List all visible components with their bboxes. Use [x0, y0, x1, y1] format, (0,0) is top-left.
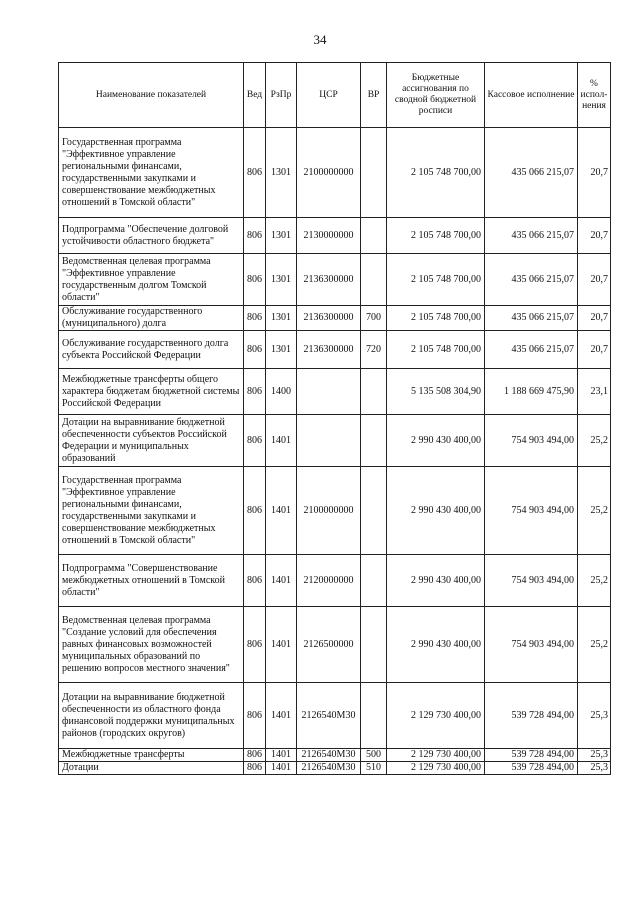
row-rzpr: 1301	[266, 331, 297, 369]
header-percent: % испол-нения	[578, 63, 611, 128]
row-budget: 2 105 748 700,00	[387, 331, 485, 369]
row-budget: 5 135 508 304,90	[387, 369, 485, 415]
table-row	[59, 749, 611, 762]
row-percent: 20,7	[578, 254, 611, 306]
row-vr: 700	[361, 306, 387, 331]
row-ved: 806	[244, 331, 266, 369]
row-cash: 539 728 494,00	[485, 762, 578, 775]
header-name: Наименование показателей	[59, 63, 244, 128]
row-name: Ведомственная целевая программа "Создание условий для обеспечения равных финансовых возможностей муниципальных образований по решению вопросов местного значения"	[59, 607, 244, 683]
row-budget: 2 105 748 700,00	[387, 254, 485, 306]
header-cash: Кассовое исполнение	[485, 63, 578, 128]
row-percent: 20,7	[578, 306, 611, 331]
budget-execution-table	[58, 62, 611, 775]
row-name: Подпрограмма "Обеспечение долговой устойчивости областного бюджета"	[59, 218, 244, 254]
row-rzpr: 1401	[266, 467, 297, 555]
row-cash: 435 066 215,07	[485, 331, 578, 369]
row-vr	[361, 254, 387, 306]
row-budget: 2 990 430 400,00	[387, 555, 485, 607]
row-rzpr: 1401	[266, 762, 297, 775]
row-name: Государственная программа "Эффективное управление региональными финансами, государственными закупками и совершенствование межбюджетных отношений в Томской области"	[59, 467, 244, 555]
table-row	[59, 306, 611, 331]
row-csr: 2126500000	[297, 607, 361, 683]
row-ved: 806	[244, 254, 266, 306]
table-row	[59, 607, 611, 683]
row-cash: 1 188 669 475,90	[485, 369, 578, 415]
row-cash: 435 066 215,07	[485, 306, 578, 331]
row-csr	[297, 369, 361, 415]
row-budget: 2 129 730 400,00	[387, 762, 485, 775]
row-ved: 806	[244, 415, 266, 467]
table-row	[59, 218, 611, 254]
row-name: Государственная программа "Эффективное управление региональными финансами, государственными закупками и совершенствование межбюджетных отношений в Томской области"	[59, 128, 244, 218]
header-ved: Вед	[244, 63, 266, 128]
row-rzpr: 1301	[266, 128, 297, 218]
header-rzpr: РзПр	[266, 63, 297, 128]
table-row	[59, 467, 611, 555]
row-csr: 2126540М30	[297, 749, 361, 762]
row-cash: 435 066 215,07	[485, 254, 578, 306]
row-csr: 2136300000	[297, 254, 361, 306]
table-header-row	[59, 63, 611, 128]
header-vr: ВР	[361, 63, 387, 128]
row-budget: 2 105 748 700,00	[387, 128, 485, 218]
row-ved: 806	[244, 607, 266, 683]
row-budget: 2 990 430 400,00	[387, 415, 485, 467]
row-rzpr: 1401	[266, 749, 297, 762]
table-row	[59, 331, 611, 369]
row-percent: 25,3	[578, 762, 611, 775]
page-number: 34	[313, 32, 327, 47]
row-csr: 2100000000	[297, 467, 361, 555]
row-csr: 2100000000	[297, 128, 361, 218]
row-csr: 2136300000	[297, 331, 361, 369]
row-csr: 2136300000	[297, 306, 361, 331]
row-rzpr: 1301	[266, 306, 297, 331]
row-percent: 20,7	[578, 128, 611, 218]
row-vr: 510	[361, 762, 387, 775]
row-name: Обслуживание государственного долга субъекта Российской Федерации	[59, 331, 244, 369]
row-ved: 806	[244, 218, 266, 254]
row-vr	[361, 467, 387, 555]
row-rzpr: 1301	[266, 254, 297, 306]
row-rzpr: 1401	[266, 683, 297, 749]
row-rzpr: 1400	[266, 369, 297, 415]
row-budget: 2 129 730 400,00	[387, 683, 485, 749]
row-vr	[361, 128, 387, 218]
row-csr: 2126540М30	[297, 762, 361, 775]
table-row	[59, 555, 611, 607]
row-name: Межбюджетные трансферты	[59, 749, 244, 762]
row-rzpr: 1401	[266, 415, 297, 467]
row-vr	[361, 218, 387, 254]
row-ved: 806	[244, 467, 266, 555]
row-vr	[361, 555, 387, 607]
row-ved: 806	[244, 555, 266, 607]
row-ved: 806	[244, 762, 266, 775]
row-csr	[297, 415, 361, 467]
table-row	[59, 762, 611, 775]
row-cash: 754 903 494,00	[485, 467, 578, 555]
row-percent: 23,1	[578, 369, 611, 415]
row-ved: 806	[244, 369, 266, 415]
row-budget: 2 105 748 700,00	[387, 306, 485, 331]
table-row	[59, 254, 611, 306]
row-cash: 754 903 494,00	[485, 415, 578, 467]
table-row	[59, 415, 611, 467]
row-name: Ведомственная целевая программа "Эффективное управление государственным долгом Томской области"	[59, 254, 244, 306]
row-budget: 2 129 730 400,00	[387, 749, 485, 762]
row-csr: 2120000000	[297, 555, 361, 607]
row-cash: 754 903 494,00	[485, 555, 578, 607]
row-percent: 25,2	[578, 555, 611, 607]
row-name: Межбюджетные трансферты общего характера бюджетам бюджетной системы Российской Федерации	[59, 369, 244, 415]
row-name: Обслуживание государственного (муниципального) долга	[59, 306, 244, 331]
row-budget: 2 990 430 400,00	[387, 467, 485, 555]
row-ved: 806	[244, 749, 266, 762]
row-ved: 806	[244, 683, 266, 749]
row-vr: 500	[361, 749, 387, 762]
row-vr	[361, 607, 387, 683]
row-csr: 2130000000	[297, 218, 361, 254]
row-name: Дотации на выравнивание бюджетной обеспеченности из областного фонда финансовой поддержки муниципальных районов (городских округов)	[59, 683, 244, 749]
row-cash: 754 903 494,00	[485, 607, 578, 683]
row-cash: 539 728 494,00	[485, 683, 578, 749]
row-percent: 20,7	[578, 218, 611, 254]
row-vr	[361, 683, 387, 749]
table-row	[59, 369, 611, 415]
row-percent: 25,2	[578, 467, 611, 555]
table-row	[59, 128, 611, 218]
row-ved: 806	[244, 128, 266, 218]
row-vr: 720	[361, 331, 387, 369]
row-vr	[361, 369, 387, 415]
table-row	[59, 683, 611, 749]
row-name: Дотации на выравнивание бюджетной обеспеченности субъектов Российской Федерации и муниципальных образований	[59, 415, 244, 467]
row-rzpr: 1301	[266, 218, 297, 254]
row-percent: 25,3	[578, 683, 611, 749]
row-rzpr: 1401	[266, 555, 297, 607]
row-budget: 2 105 748 700,00	[387, 218, 485, 254]
row-percent: 25,3	[578, 749, 611, 762]
row-name: Дотации	[59, 762, 244, 775]
row-percent: 25,2	[578, 415, 611, 467]
header-budget: Бюджетные ассигнования по сводной бюджетной росписи	[387, 63, 485, 128]
row-percent: 25,2	[578, 607, 611, 683]
row-csr: 2126540М30	[297, 683, 361, 749]
row-ved: 806	[244, 306, 266, 331]
row-cash: 539 728 494,00	[485, 749, 578, 762]
row-percent: 20,7	[578, 331, 611, 369]
header-csr: ЦСР	[297, 63, 361, 128]
row-rzpr: 1401	[266, 607, 297, 683]
row-name: Подпрограмма "Совершенствование межбюджетных отношений в Томской области"	[59, 555, 244, 607]
row-cash: 435 066 215,07	[485, 128, 578, 218]
row-cash: 435 066 215,07	[485, 218, 578, 254]
row-budget: 2 990 430 400,00	[387, 607, 485, 683]
row-vr	[361, 415, 387, 467]
